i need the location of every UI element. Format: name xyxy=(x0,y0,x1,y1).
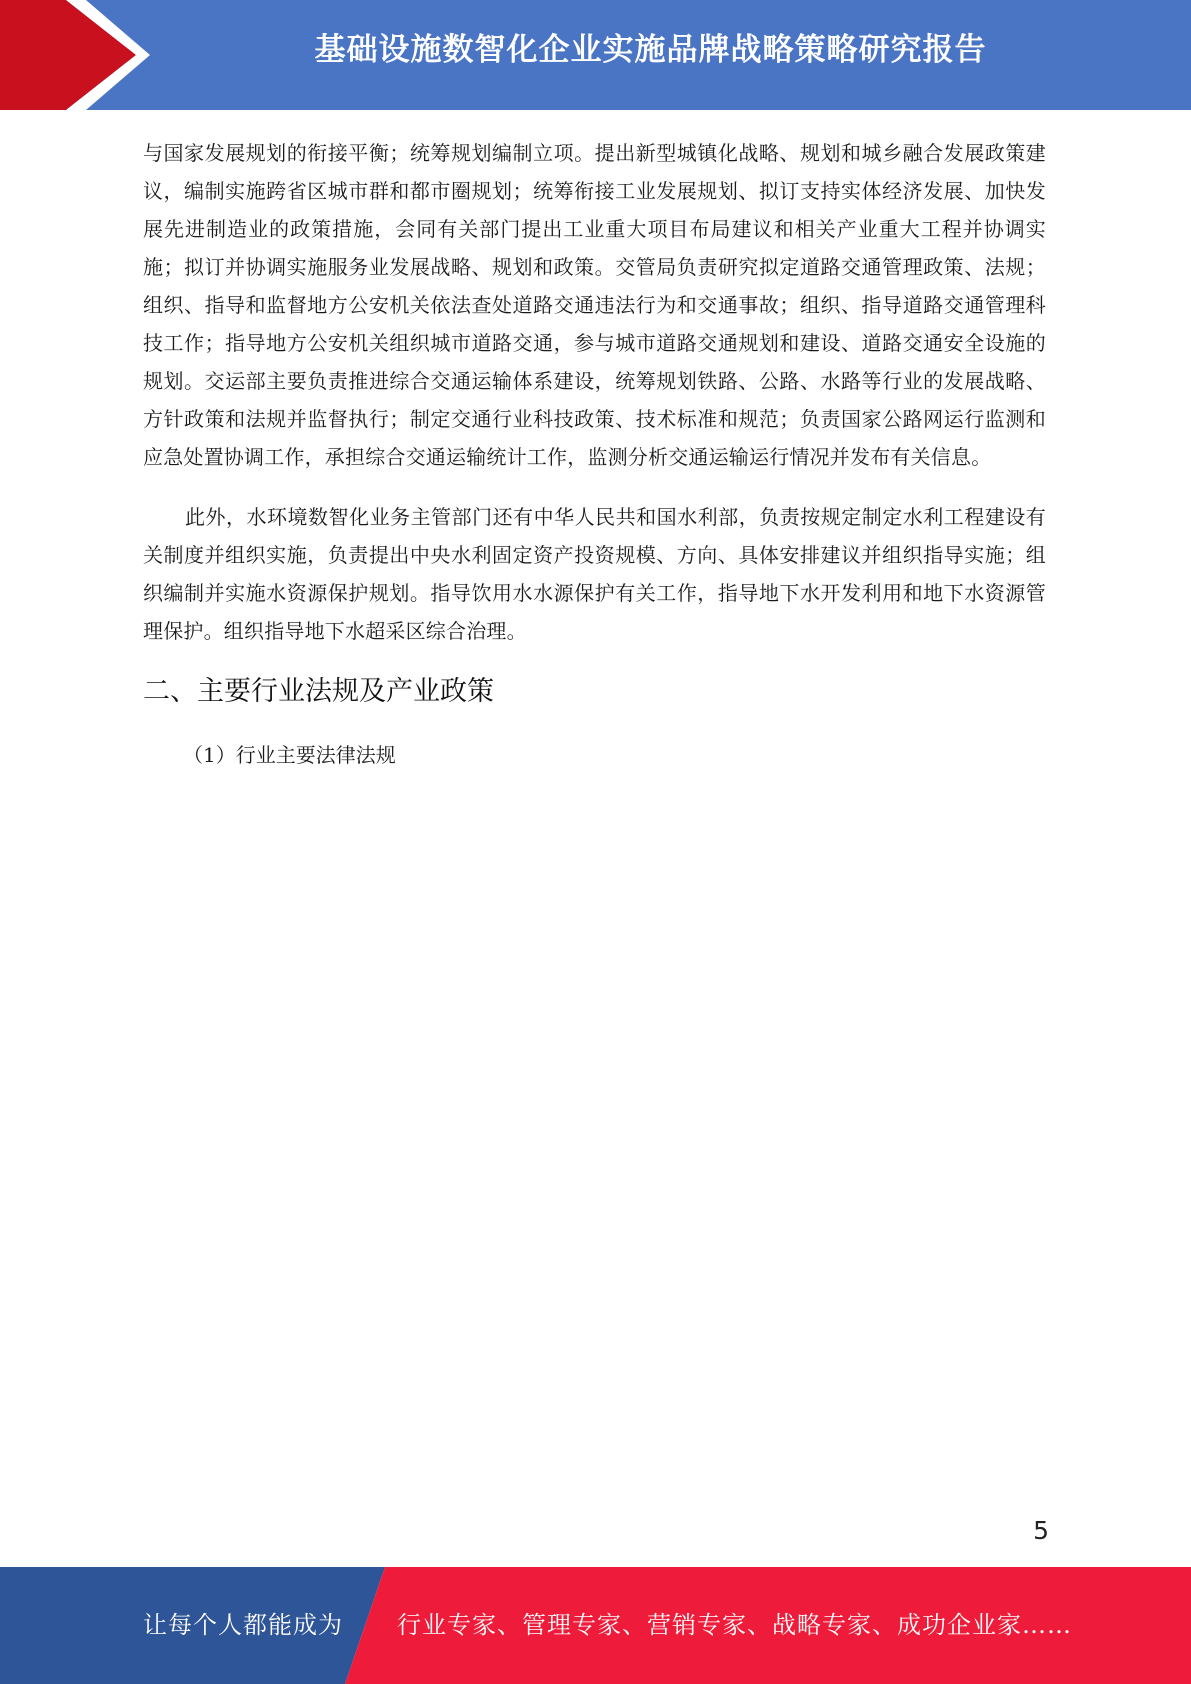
footer-slogan-right: 行业专家、管理专家、营销专家、战略专家、成功企业家…… xyxy=(397,1611,1072,1639)
footer-slogan-left: 让每个人都能成为 xyxy=(143,1611,343,1639)
sub-heading: （1）行业主要法律法规 xyxy=(183,743,396,767)
chevron-arrow-icon xyxy=(0,0,160,110)
document-body xyxy=(143,134,1046,774)
body-paragraph-2: 此外，水环境数智化业务主管部门还有中华人民共和国水利部，负责按规定制定水利工程建设有关制度并组织实施，负责提出中央水利固定资产投资规模、方向、具体安排建议并组织指导实施；组织编制并实施水资源保护规划。指导饮用水水源保护有关工作，指导地下水开发利用和地下水资源管理保护。组织指导地下水超采区综合治理。 xyxy=(143,505,1046,643)
page-number: 5 xyxy=(1033,1516,1049,1545)
page-footer xyxy=(0,1567,1191,1684)
section-heading: 二、主要行业法规及产业政策 xyxy=(143,676,494,707)
document-title: 基础设施数智化企业实施品牌战略策略研究报告 xyxy=(314,32,987,68)
body-paragraph-1: 与国家发展规划的衔接平衡；统筹规划编制立项。提出新型城镇化战略、规划和城乡融合发展政策建议，编制实施跨省区城市群和都市圈规划；统筹衔接工业发展规划、拟订支持实体经济发展、加快发展先进制造业的政策措施，会同有关部门提出工业重大项目布局建议和相关产业重大工程并协调实施；拟订并协调实施服务业发展战略、规划和政策。交管局负责研究拟定道路交通管理政策、法规；组织、指导和监督地方公安机关依法查处道路交通违法行为和交通事故；组织、指导道路交通管理科技工作；指导地方公安机关组织城市道路交通，参与城市道路交通规划和建设、道路交通安全设施的规划。交运部主要负责推进综合交通运输体系建设，统筹规划铁路、公路、水路等行业的发展战略、方针政策和法规并监督执行；制定交通行业科技政策、技术标准和规范；负责国家公路网运行监测和应急处置协调工作，承担综合交通运输统计工作，监测分析交通运输运行情况并发布有关信息。 xyxy=(143,141,1046,469)
page-header xyxy=(0,0,1191,110)
